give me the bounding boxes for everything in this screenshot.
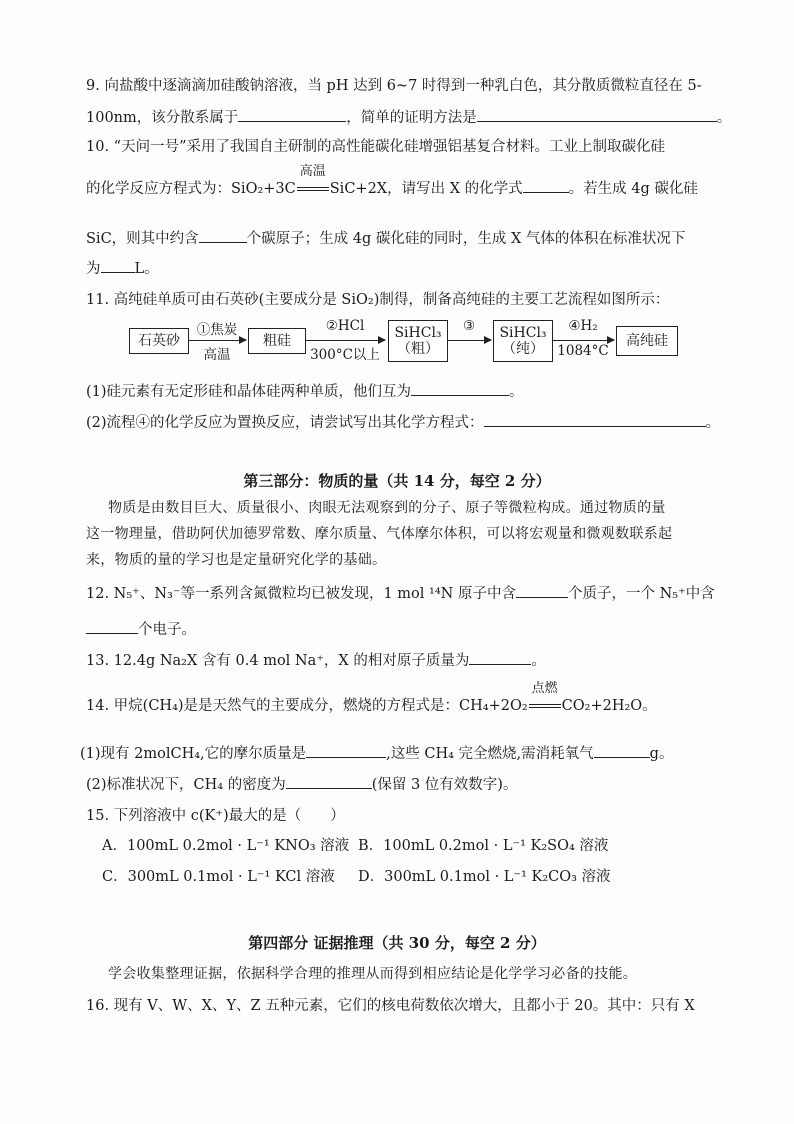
q16-line1: 16. 现有 V、W、X、Y、Z 五种元素，它们的核电荷数依次增大，且都小于 20。其中：只有 X (86, 998, 695, 1014)
q14-equals-bar (529, 704, 561, 708)
q12-blank-1[interactable] (516, 583, 568, 598)
q10-blank-2[interactable] (199, 228, 247, 243)
q10-text-b: SiC+2X，请写出 X 的化学式 (329, 181, 523, 197)
q11-part1 (86, 381, 524, 402)
q11-blank-1[interactable] (411, 381, 509, 396)
q14-part2 (86, 774, 517, 795)
flow-box-crude-si (248, 328, 306, 354)
q9-text-a: 100nm，该分散系属于 (86, 110, 239, 126)
q9-line1: 9. 向盐酸中逐滴滴加硅酸钠溶液，当 pH 达到 6~7 时得到一种乳白色，其分散质微粒直径在 5- (86, 78, 702, 94)
q12-text-b: 个质子，一个 N₅⁺中含 (567, 586, 715, 602)
q11-part2 (86, 412, 720, 433)
flow-box-pure-si-label: 高纯硅 (626, 333, 668, 349)
flow-arrow-3 (447, 340, 491, 341)
q14-text-b: CO₂+2H₂O。 (561, 698, 657, 714)
q14-text-a: 14. 甲烷(CH₄)是是天然气的主要成分，燃烧的方程式是：CH₄+2O₂ (86, 698, 528, 714)
q14-part1-text-a: (1)现有 2molCH₄,它的摩尔质量是 (80, 746, 307, 762)
q9-text-c: 。 (716, 110, 732, 126)
q10-text-f: 为 (86, 261, 101, 277)
q13-text-a: 13. 12.4g Na₂X 含有 0.4 mol Na⁺，X 的相对原子质量为 (86, 653, 470, 669)
q9-blank-2[interactable] (477, 107, 717, 122)
q9-blank-1[interactable] (238, 107, 346, 122)
q13-line (86, 650, 546, 671)
q10-text-g: L。 (134, 261, 159, 277)
part3-header: 第三部分：物质的量（共 14 分，每空 2 分） (243, 472, 551, 490)
q10-line1: 10. “天问一号”采用了我国自主研制的高性能碳化硅增强铝基复合材料。工业上制取碳化硅 (86, 139, 665, 155)
q14-blank-3[interactable] (286, 774, 372, 789)
q14-blank-1[interactable] (306, 743, 386, 758)
q10-text-e: 个碳原子；生成 4g 碳化硅的同时，生成 X 气体的体积在标准状况下 (246, 231, 686, 247)
q15-option-d[interactable]: D．300mL 0.1mol · L⁻¹ K₂CO₃ 溶液 (358, 869, 611, 885)
q14-condition-label: 点燃 (531, 681, 558, 696)
q12-text-a: 12. N₅⁺、N₃⁻等一系列含氮微粒均已被发现，1 mol ¹⁴N 原子中含 (86, 586, 516, 602)
flow-box-sihcl3-crude (388, 320, 448, 362)
q9-line2 (86, 107, 731, 128)
q14-line1 (86, 681, 657, 716)
q10-line4 (86, 258, 159, 279)
q10-blank-3[interactable] (101, 258, 135, 273)
q12-line1 (86, 583, 715, 604)
flow-arrow-2-top: ②HCl (325, 318, 365, 334)
flow-box-sihcl3-crude-note: （粗） (397, 341, 439, 357)
q14-condition (528, 681, 562, 716)
q9-text-b: ，简单的证明方法是 (346, 110, 477, 126)
flow-arrow-1-top: ①焦炭 (196, 322, 238, 338)
q11-blank-2[interactable] (484, 412, 706, 427)
flow-box-sihcl3-pure-formula: SiHCl₃ (499, 325, 547, 341)
q11-part1-text: (1)硅元素有无定形硅和晶体硅两种单质，他们互为 (86, 384, 412, 400)
q15-stem: 15. 下列溶液中 c(K⁺)最大的是（ ） (86, 808, 345, 824)
q10-blank-1[interactable] (523, 178, 569, 193)
q14-part1-text-c: g。 (649, 746, 674, 762)
q10-line2 (86, 164, 698, 199)
q14-part2-text-a: (2)标准状况下，CH₄ 的密度为 (86, 777, 286, 793)
q13-blank[interactable] (469, 650, 531, 665)
q14-part1-text-b: ,这些 CH₄ 完全燃烧,需消耗氧气 (386, 746, 594, 762)
q14-part2-text-b: (保留 3 位有效数字)。 (371, 777, 518, 793)
q10-equals-bar (297, 187, 329, 191)
flow-box-sihcl3-pure-note: （纯） (502, 341, 544, 357)
q12-line2 (86, 619, 196, 640)
q10-text-c: 。若生成 4g 碳化硅 (568, 181, 698, 197)
flow-box-quartz-sand (129, 328, 189, 354)
flow-arrow-4-top: ④H₂ (568, 318, 598, 334)
q12-blank-2[interactable] (86, 619, 138, 634)
q14-part1 (80, 743, 673, 764)
q10-condition (296, 164, 330, 199)
flow-arrow-2-bottom: 300°C以上 (310, 347, 380, 363)
part3-intro-3: 来，物质的量的学习也是定量研究化学的基础。 (86, 552, 387, 568)
part3-intro-2: 这一物理量，借助阿伏加德罗常数、摩尔质量、气体摩尔体积，可以将宏观量和微观数联系起 (86, 526, 673, 542)
flow-box-pure-si (616, 326, 678, 356)
q15-option-b[interactable]: B．100mL 0.2mol · L⁻¹ K₂SO₄ 溶液 (358, 838, 609, 854)
q15-option-c[interactable]: C．300mL 0.1mol · L⁻¹ KCl 溶液 (102, 869, 335, 885)
q10-condition-label: 高温 (299, 164, 326, 179)
q10-text-a: 的化学反应方程式为：SiO₂+3C (86, 181, 296, 197)
q13-text-b: 。 (531, 653, 546, 669)
flow-arrow-2 (305, 340, 385, 341)
flow-box-sihcl3-crude-formula: SiHCl₃ (394, 325, 442, 341)
q10-line3 (86, 228, 685, 249)
flow-arrow-4-bottom: 1084°C (557, 343, 609, 359)
q12-text-c: 个电子。 (138, 622, 196, 638)
part4-intro: 学会收集整理证据，依据科学合理的推理从而得到相应结论是化学学习必备的技能。 (108, 966, 638, 982)
q11-part2-end: 。 (705, 415, 721, 431)
q14-blank-2[interactable] (594, 743, 650, 758)
q11-line1: 11. 高纯硅单质可由石英砂(主要成分是 SiO₂)制得，制备高纯硅的主要工艺流程如图所示： (86, 292, 670, 308)
q11-part1-end: 。 (509, 384, 524, 400)
part4-header: 第四部分 证据推理（共 30 分，每空 2 分） (248, 934, 546, 952)
flow-arrow-1 (188, 340, 246, 341)
q15-option-a[interactable]: A．100mL 0.2mol · L⁻¹ KNO₃ 溶液 (102, 838, 350, 854)
flow-box-quartz-sand-label: 石英砂 (138, 333, 180, 349)
flow-box-crude-si-label: 粗硅 (263, 333, 291, 349)
q11-part2-text: (2)流程④的化学反应为置换反应，请尝试写出其化学方程式： (86, 415, 484, 431)
flow-arrow-3-top: ③ (462, 318, 476, 334)
q10-text-d: SiC，则其中约含 (86, 231, 199, 247)
flow-arrow-4 (552, 340, 614, 341)
part3-intro-1: 物质是由数目巨大、质量很小、肉眼无法观察到的分子、原子等微粒构成。通过物质的量 (108, 500, 666, 516)
flow-arrow-1-bottom: 高温 (203, 347, 231, 363)
flow-box-sihcl3-pure (493, 320, 553, 362)
